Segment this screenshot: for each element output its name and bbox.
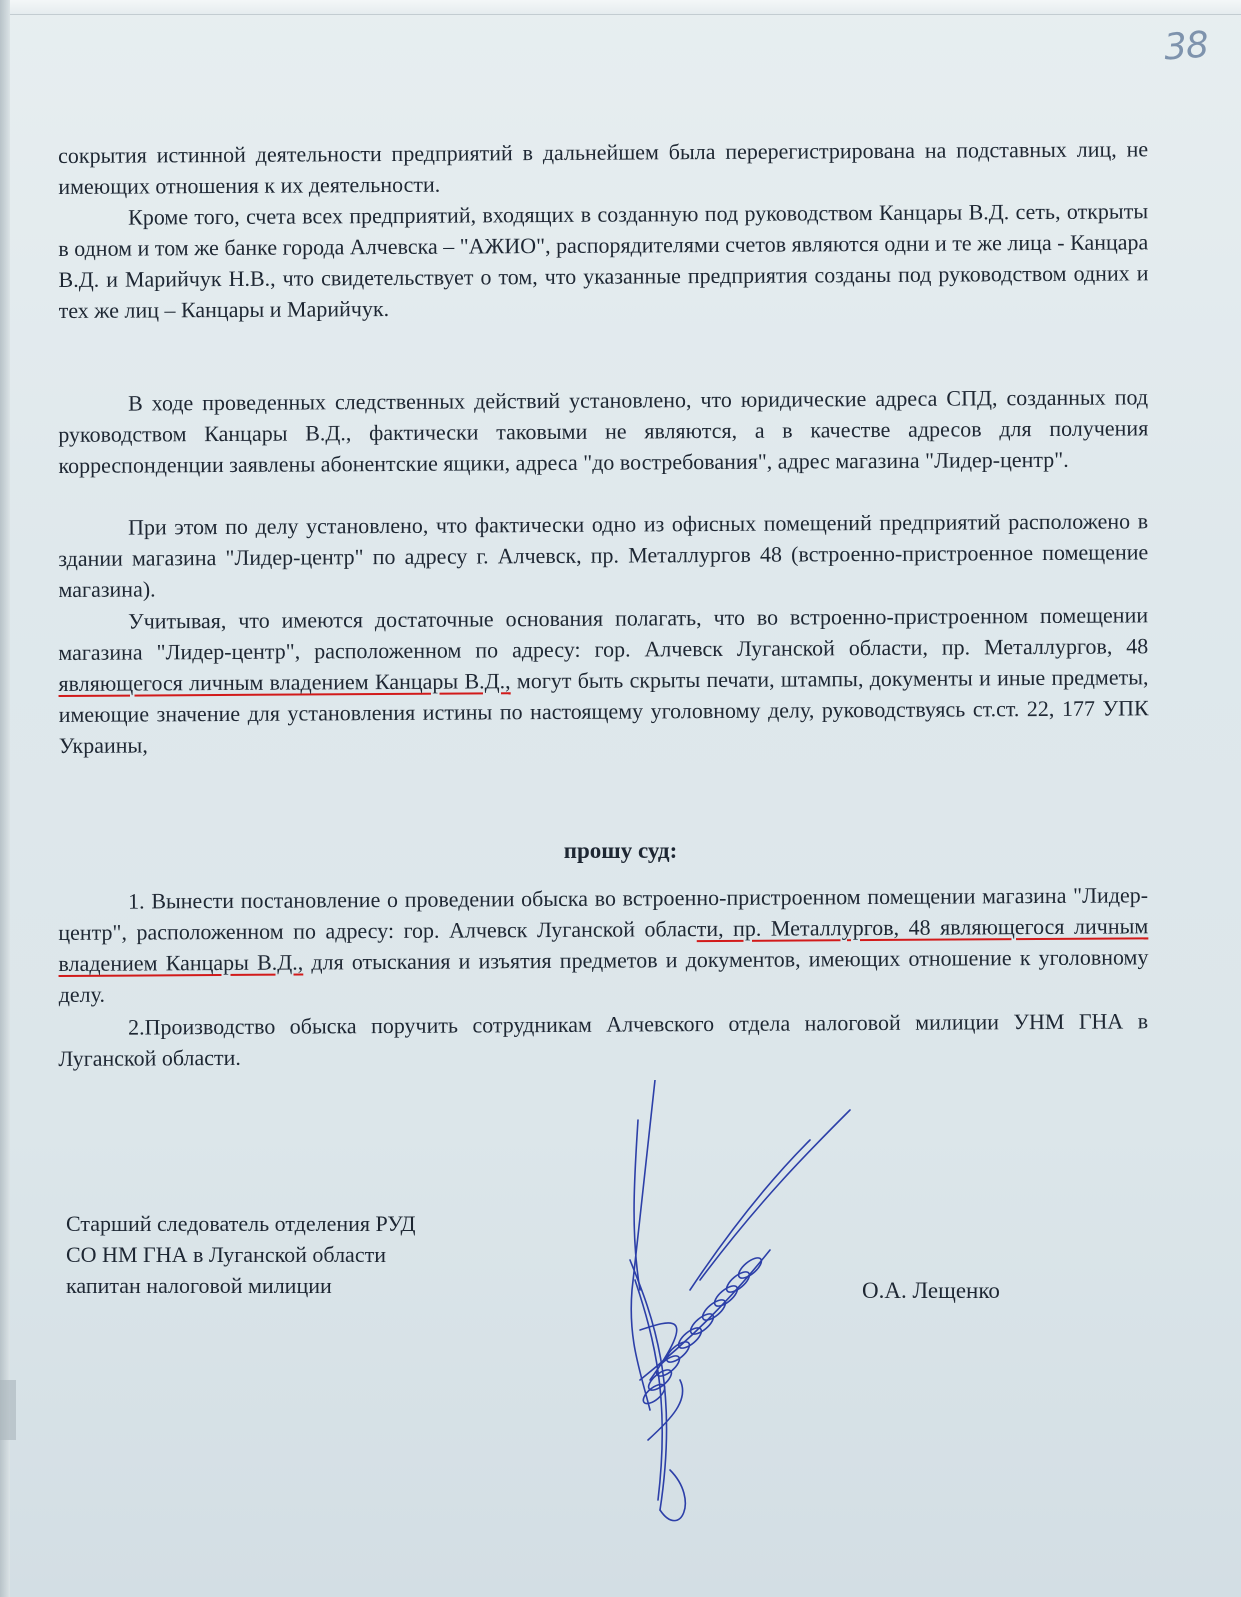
request-item-1 [58, 879, 1149, 1010]
paper-edge-left [0, 0, 10, 1597]
paper-stain [0, 1380, 16, 1440]
paragraph-5-text-after: могут быть скрыты печати, штампы, документы и иные предметы, имеющие значение для установления истины по настоящему уголовному делу, руководствуясь ст.ст. 22, 177 УПК Украины, [58, 664, 1149, 758]
signatory-rank: капитан налоговой милиции [66, 1273, 332, 1298]
paragraph-3: В ходе проведенных следственных действий установлено, что юридические адреса СПД, созданных под руководством Канцары В.Д., фактически таковыми не являются, а в качестве адресов для получения корреспонденции заявлены абонентские ящики, адреса "до востребования", адрес магазина "Лидер-центр". [58, 384, 1149, 478]
signatory-department: СО НМ ГНА в Луганской области [66, 1242, 386, 1267]
paragraph-5-underlined-text: являющегося личным владением Канцары В.Д., [58, 668, 511, 696]
signatory-position: Старший следователь отделения РУД [66, 1211, 416, 1236]
signatory-block [66, 1208, 416, 1301]
request-item-1-underlined-text: ти, пр. Металлургов, 48 являющегося личным владением Канцары В.Д., [58, 913, 1149, 976]
request-item-1-text-after: для отыскания и изъятия предметов и документов, имеющих отношение к уголовному делу. [58, 944, 1149, 1007]
request-heading: прошу суд: [563, 838, 678, 863]
handwritten-signature [610, 1080, 880, 1550]
paragraph-2: Кроме того, счета всех предприятий, входящих в созданную под руководством Канцары В.Д. сеть, открыты в одном и том же банке города Алчевска – "АЖИО", распорядителями счетов являются одни и те же лица - Канцара В.Д. и Марийчук Н.В., что свидетельствует о том, что указанные предприятия созданы под руководством одних и тех же лиц – Канцары и Марийчук. [58, 198, 1149, 323]
paragraph-1: сокрытия истинной деятельности предприятий в дальнейшем была перерегистрирована на подставных лиц, не имеющих отношения к их деятельности. [58, 136, 1149, 199]
paragraph-5-text-before: Учитывая, что имеются достаточные основания полагать, что во встроенно-пристроенном помещении магазина "Лидер-центр", расположенном по адресу: гор. Алчевск Луганской области, пр. Металлургов, 48 [58, 602, 1149, 665]
paragraph-5 [58, 599, 1149, 761]
page-number: 38 [1162, 24, 1210, 69]
request-item-2: 2.Производство обыска поручить сотрудникам Алчевского отдела налоговой милиции УНМ ГНА в Луганской области. [58, 1008, 1149, 1071]
signatory-name: О.А. Лещенко [862, 1278, 1000, 1303]
paper-edge-top [0, 0, 1241, 15]
paragraph-4: При этом по делу установлено, что фактически одно из офисных помещений предприятий расположено в здании магазина "Лидер-центр" по адресу г. Алчевск, пр. Металлургов 48 (встроенно-пристроенное помещение магазина). [58, 508, 1149, 602]
request-item-1-text-before: 1. Вынести постановление о проведении обыска во встроенно-пристроенном помещении магазина "Лидер-центр", расположенном по адресу: гор. Алчевск Луганской облас [58, 882, 1149, 945]
